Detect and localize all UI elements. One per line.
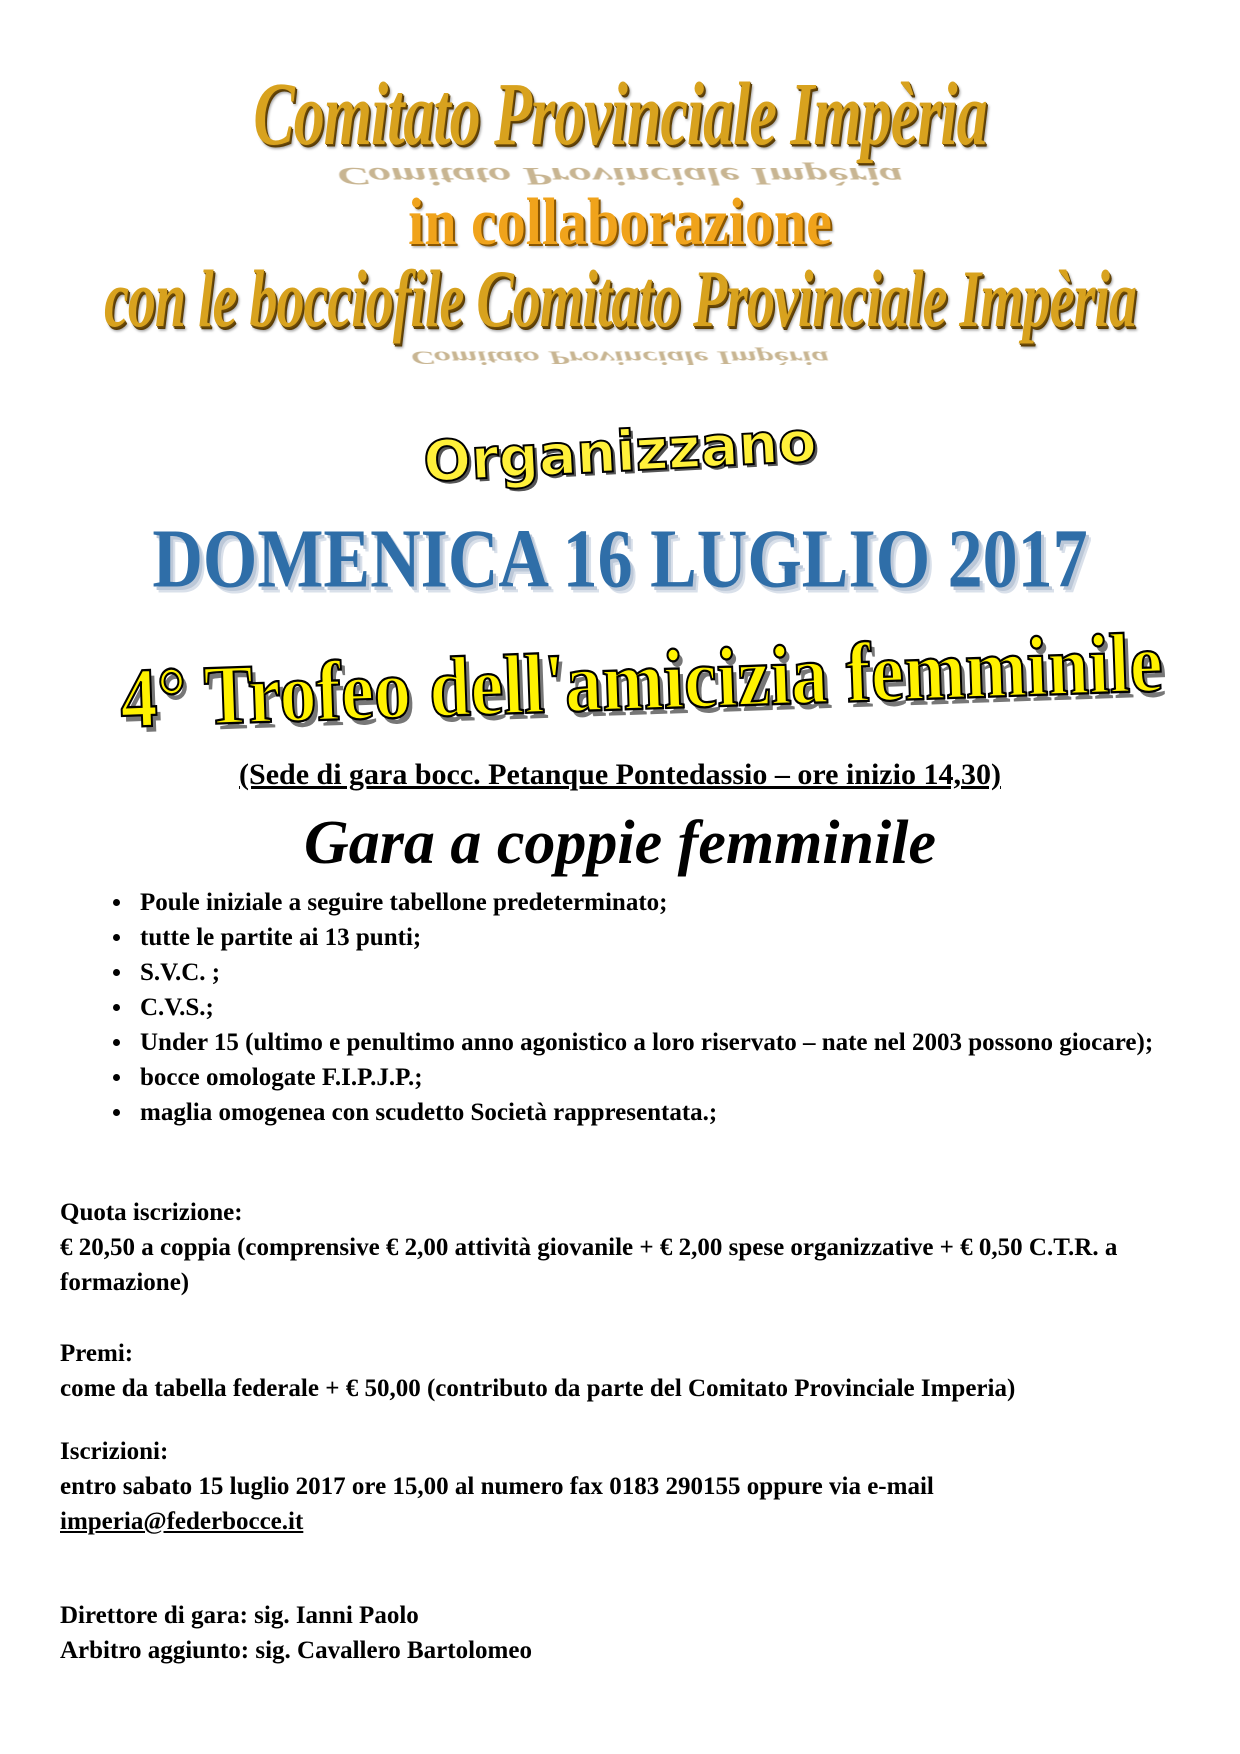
list-item: • Poule iniziale a seguire tabellone predeterminato; <box>134 885 1240 920</box>
organizzano-heading: Organizzano <box>421 409 819 496</box>
header-line1: Comitato Provinciale Impèria <box>253 65 987 165</box>
header-line3-reflection: Comitato Provinciale Impèria <box>411 347 829 368</box>
premi-text: come da tabella federale + € 50,00 (contributo da parte del Comitato Provinciale Imperia) <box>60 1375 1016 1402</box>
quota-label: Quota iscrizione: <box>60 1199 243 1226</box>
iscrizioni-section <box>60 1434 1210 1539</box>
email-link[interactable]: imperia@federbocce.it <box>60 1508 304 1535</box>
rules-list <box>100 885 1240 1130</box>
quota-text: € 20,50 a coppia (comprensive € 2,00 attività giovanile + € 2,00 spese organizzative + € 0,50 C.T.R. a formazione) <box>60 1234 1118 1296</box>
list-item: • S.V.C. ; <box>134 955 1240 990</box>
header-line1-reflection: Comitato Provinciale Impèria <box>337 162 903 191</box>
list-item: • Under 15 (ultimo e penultimo anno agonistico a loro riservato – nate nel 2003 possono giocare); <box>134 1025 1240 1060</box>
header-line2: in collaborazione <box>408 184 832 259</box>
quota-section <box>60 1195 1210 1300</box>
competition-title: Gara a coppie femminile <box>304 809 936 877</box>
premi-label: Premi: <box>60 1340 134 1367</box>
premi-section <box>60 1336 1210 1406</box>
event-date: DOMENICA 16 LUGLIO 2017 <box>152 513 1088 606</box>
list-item: • bocce omologate F.I.P.J.P.; <box>134 1060 1240 1095</box>
iscrizioni-label: Iscrizioni: <box>60 1438 169 1465</box>
venue-line: (Sede di gara bocc. Petanque Pontedassio – ore inizio 14,30) <box>239 758 1001 791</box>
header-line3: con le bocciofile Comitato Provinciale Impèria <box>104 255 1136 345</box>
direttore-line: Direttore di gara: sig. Ianni Paolo <box>60 1602 419 1629</box>
list-item: • maglia omogenea con scudetto Società rappresentata.; <box>134 1095 1240 1130</box>
iscrizioni-text: entro sabato 15 luglio 2017 ore 15,00 al numero fax 0183 290155 oppure via e-mail <box>60 1473 934 1500</box>
list-item: • tutte le partite ai 13 punti; <box>134 920 1240 955</box>
trofeo-title: 4° Trofeo dell'amicizia femminile <box>118 615 1165 747</box>
list-item: • C.V.S.; <box>134 990 1240 1025</box>
staff-section <box>60 1598 1210 1668</box>
arbitro-line: Arbitro aggiunto: sig. Cavallero Bartolomeo <box>60 1637 532 1664</box>
